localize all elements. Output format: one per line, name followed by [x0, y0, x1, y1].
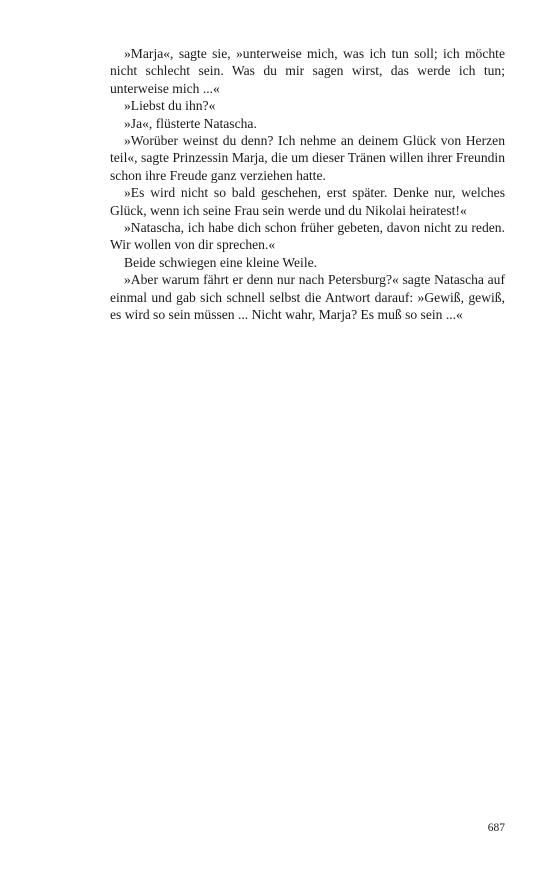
paragraph: »Natascha, ich habe dich schon früher gebeten, davon nicht zu reden. Wir wollen von dir sprechen.«	[110, 220, 505, 253]
paragraph: Beide schwiegen eine kleine Weile.	[124, 254, 318, 270]
paragraph: »Marja«, sagte sie, »unterweise mich, was ich tun soll; ich möchte nicht schlecht sein. Was du mir sagen wirst, das werde ich tun; unterweise mich ...«	[110, 46, 505, 96]
paragraph: »Worüber weinst du denn? Ich nehme an deinem Glück von Herzen teil«, sagte Prinzessin Marja, die um dieser Tränen willen ihrer Freundin schon ihre Freude ganz verziehen hatte.	[110, 133, 505, 183]
paragraph: »Liebst du ihn?«	[124, 98, 216, 114]
paragraph: »Ja«, flüsterte Natascha.	[124, 115, 257, 131]
paragraph: »Es wird nicht so bald geschehen, erst später. Denke nur, welches Glück, wenn ich seine Frau sein werde und du Nikolai heiratest!«	[110, 185, 505, 218]
body-text	[110, 45, 505, 324]
paragraph: »Aber warum fährt er denn nur nach Petersburg?« sagte Natascha auf einmal und gab sich schnell selbst die Antwort darauf: »Gewiß, gewiß, es wird so sein müssen ... Nicht wahr, Marja? Es muß so sein ...«	[110, 272, 505, 323]
page-number: 687	[487, 822, 505, 834]
